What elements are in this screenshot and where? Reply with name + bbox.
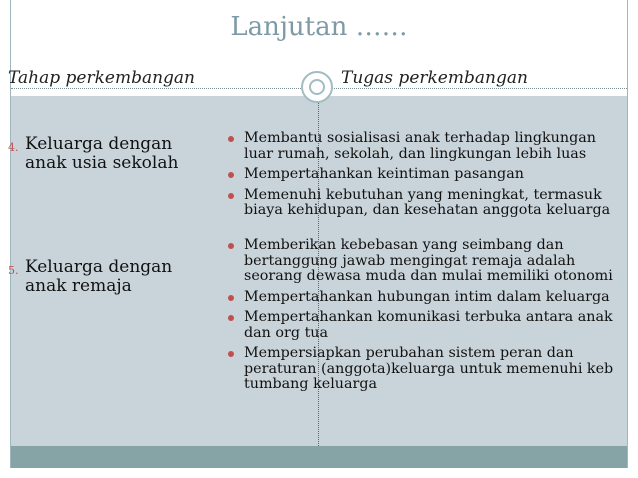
task-text: Mempersiapkan perubahan sistem peran dan peraturan (anggota)keluarga untuk memenuhi keb tumbang keluarga	[244, 345, 614, 392]
stage-number: 5.	[8, 264, 19, 277]
stage-item	[8, 258, 218, 296]
task-item	[226, 346, 626, 393]
circle-ornament-inner	[309, 79, 325, 95]
slide-title: Lanjutan ……	[230, 12, 408, 42]
bullet-icon	[228, 172, 234, 178]
circle-ornament-icon	[301, 71, 333, 103]
bullet-icon	[228, 136, 234, 142]
bullet-icon	[228, 193, 234, 199]
bullet-icon	[228, 295, 234, 301]
task-text: Mempertahankan keintiman pasangan	[244, 166, 524, 182]
bullet-icon	[228, 243, 234, 249]
task-item	[226, 188, 626, 219]
bullet-icon	[228, 351, 234, 357]
task-list	[226, 131, 626, 224]
stage-label: Keluarga dengan anak usia sekolah	[25, 134, 179, 173]
task-list	[226, 238, 626, 398]
task-text: Memenuhi kebutuhan yang meningkat, termasuk biaya kehidupan, dan kesehatan anggota keluarga	[244, 186, 611, 218]
stage-label: Keluarga dengan anak remaja	[25, 257, 173, 296]
task-text: Mempertahankan hubungan intim dalam keluarga	[244, 288, 610, 305]
bullet-icon	[228, 315, 234, 321]
task-item	[226, 131, 626, 162]
task-text: Mempertahankan komunikasi terbuka antara anak dan org tua	[244, 309, 613, 341]
task-item	[226, 310, 626, 341]
task-item	[226, 167, 626, 183]
stage-number: 4.	[8, 141, 19, 154]
task-item	[226, 238, 626, 285]
task-text: Memberikan kebebasan yang seimbang dan bertanggung jawab mengingat remaja adalah seorang dewasa muda dan mulai memiliki otonomi	[244, 237, 613, 284]
column-header-stage: Tahap perkembangan	[8, 68, 196, 88]
footer-bar	[11, 446, 627, 468]
task-text: Membantu sosialisasi anak terhadap lingkungan luar rumah, sekolah, dan lingkungan lebih luas	[244, 130, 596, 162]
task-item	[226, 290, 626, 306]
stage-item	[8, 135, 218, 173]
column-header-tasks: Tugas perkembangan	[341, 68, 528, 88]
